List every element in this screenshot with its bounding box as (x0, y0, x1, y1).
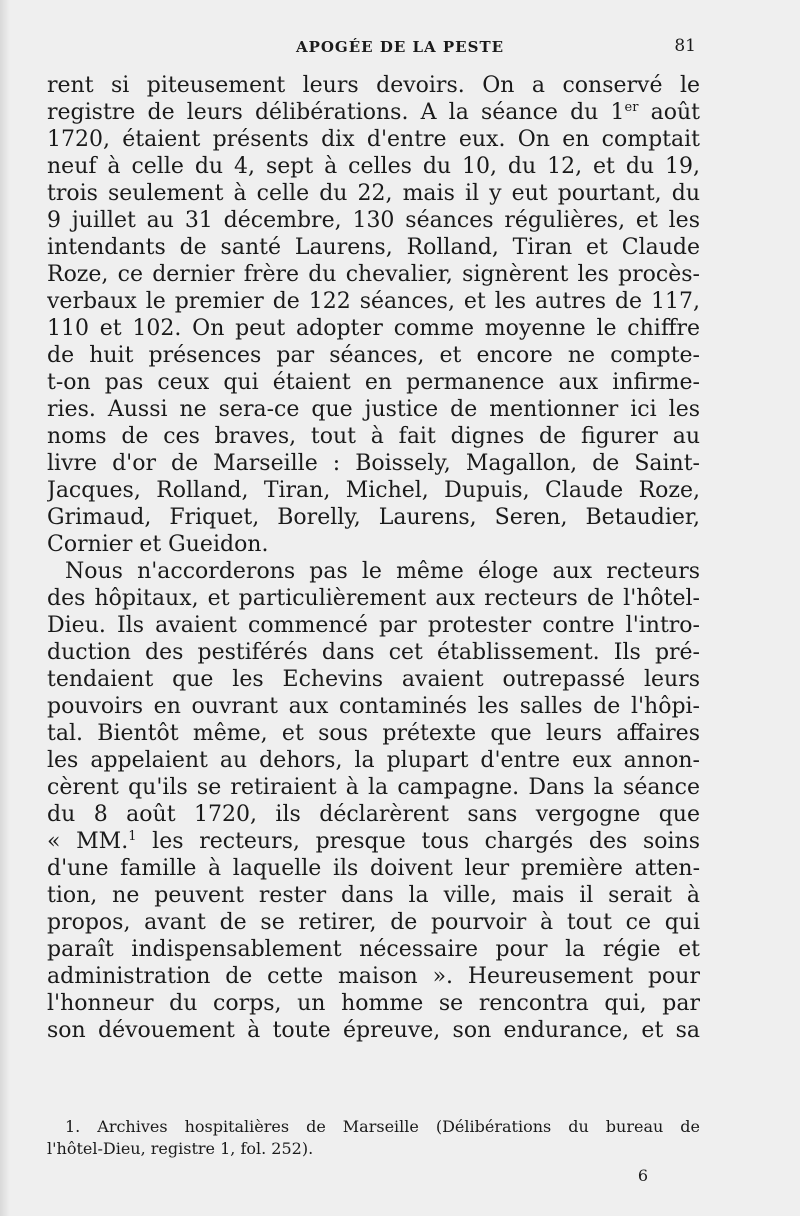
text-segment: les recteurs, presque tous chargés des soins (136, 829, 700, 854)
text-line: propos, avant de se retirer, de pourvoir à tout ce qui (47, 910, 700, 935)
text-line: tendaient que les Echevins avaient outrepassé leurs (47, 667, 700, 692)
superscript: er (624, 100, 639, 115)
text-segment: registre de leurs délibérations. A la séance du 1 (47, 100, 625, 125)
text-line: son dévouement à toute épreuve, son endurance, et sa (47, 1018, 700, 1043)
footnote-ref: 1 (128, 829, 137, 844)
text-line: les appelaient au dehors, la plupart d'entre eux annon- (47, 748, 700, 773)
text-line: Cornier et Gueidon. (47, 532, 269, 557)
text-line: Nous n'accorderons pas le même éloge aux recteurs (65, 559, 700, 584)
signature-mark: 6 (637, 1166, 648, 1185)
text-line: Jacques, Rolland, Tiran, Michel, Dupuis, Claude Roze, (47, 478, 700, 503)
gutter-shadow (0, 0, 10, 1216)
text-line: Grimaud, Friquet, Borelly, Laurens, Seren, Betaudier, (47, 505, 700, 530)
text-line: t-on pas ceux qui étaient en permanence aux infirme- (47, 370, 700, 395)
text-line: l'honneur du corps, un homme se rencontra qui, par (47, 991, 700, 1016)
text-line: 9 juillet au 31 décembre, 130 séances régulières, et les (47, 208, 700, 233)
text-line: pouvoirs en ouvrant aux contaminés les salles de l'hôpi- (47, 694, 700, 719)
text-line: cèrent qu'ils se retiraient à la campagne. Dans la séance (47, 775, 700, 800)
text-line: de huit présences par séances, et encore ne compte- (47, 343, 700, 368)
text-line: trois seulement à celle du 22, mais il y eut pourtant, du (47, 181, 700, 206)
text-line: neuf à celle du 4, sept à celles du 10, du 12, et du 19, (47, 154, 700, 179)
text-line: intendants de santé Laurens, Rolland, Tiran et Claude (47, 235, 700, 260)
footnote-line: l'hôtel-Dieu, registre 1, fol. 252). (47, 1139, 314, 1158)
text-segment: « MM. (47, 829, 129, 854)
text-line: tal. Bientôt même, et sous prétexte que leurs affaires (47, 721, 700, 746)
text-line: Dieu. Ils avaient commencé par protester contre l'intro- (47, 613, 700, 638)
text-line: 1720, étaient présents dix d'entre eux. On en comptait (47, 127, 700, 152)
text-line: rent si piteusement leurs devoirs. On a conservé le (47, 73, 700, 98)
text-line: du 8 août 1720, ils déclarèrent sans vergogne que (47, 802, 700, 827)
running-header: APOGÉE DE LA PESTE (295, 38, 505, 56)
text-line (47, 828, 700, 855)
text-line: administration de cette maison ». Heureusement pour (47, 964, 700, 989)
text-line: duction des pestiférés dans cet établissement. Ils pré- (47, 640, 700, 665)
text-line: verbaux le premier de 122 séances, et les autres de 117, (47, 289, 700, 314)
text-line: 110 et 102. On peut adopter comme moyenne le chiffre (47, 316, 700, 341)
text-segment: août (638, 100, 700, 125)
text-line (47, 99, 700, 126)
text-line: paraît indispensablement nécessaire pour la régie et (47, 937, 700, 962)
text-line: Roze, ce dernier frère du chevalier, signèrent les procès- (47, 262, 700, 287)
text-line: d'une famille à laquelle ils doivent leur première atten- (47, 856, 700, 881)
footnote (47, 1116, 700, 1160)
text-line: tion, ne peuvent rester dans la ville, mais il serait à (47, 883, 700, 908)
text-line: ries. Aussi ne sera-ce que justice de mentionner ici les (47, 397, 700, 422)
text-line: noms de ces braves, tout à fait dignes de figurer au (47, 424, 700, 449)
text-line: livre d'or de Marseille : Boissely, Magallon, de Saint- (47, 451, 700, 476)
page-number: 81 (674, 36, 696, 56)
footnote-line: 1. Archives hospitalières de Marseille (Délibérations du bureau de (65, 1117, 700, 1136)
text-line: des hôpitaux, et particulièrement aux recteurs de l'hôtel- (47, 586, 700, 611)
body-text (47, 72, 700, 1044)
